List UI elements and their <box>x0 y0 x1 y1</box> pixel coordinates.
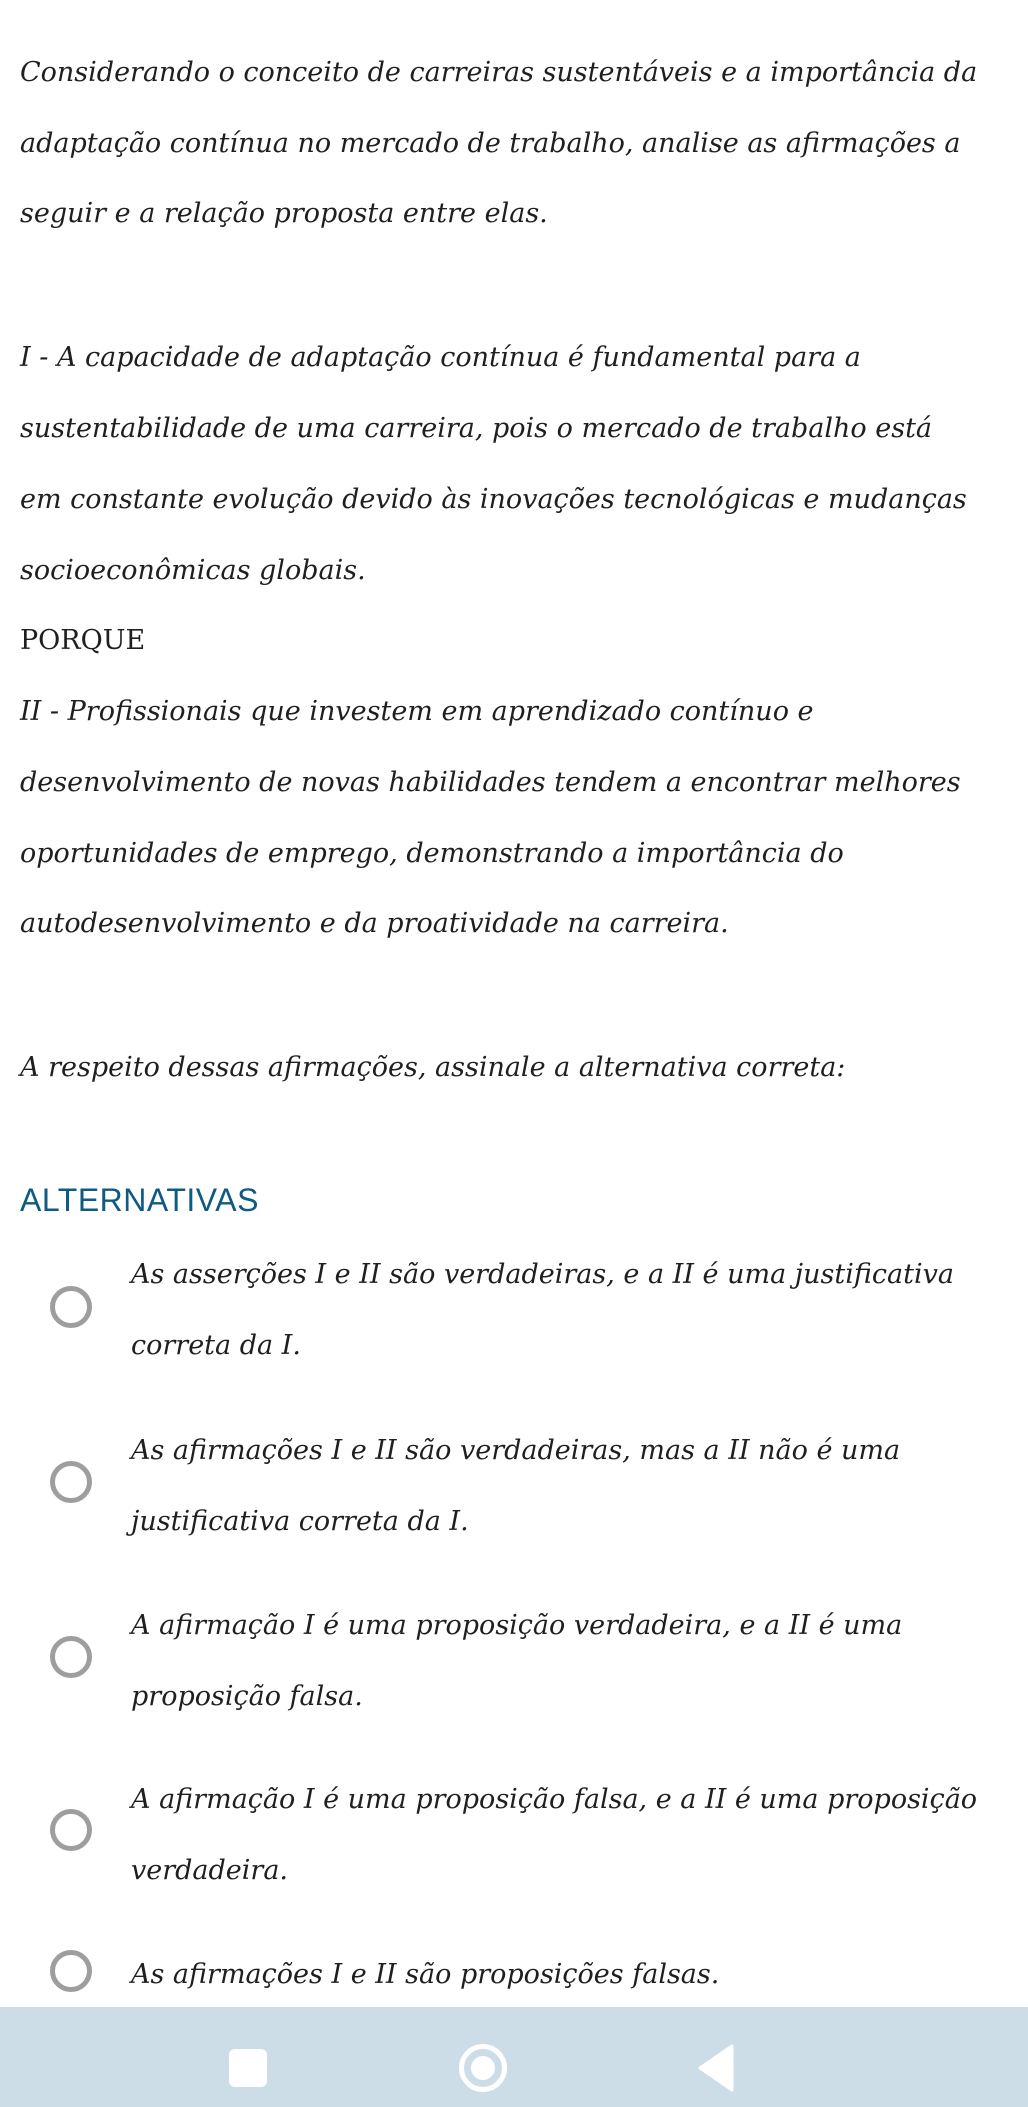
option-text-line: As asserções I e II são verdadeiras, e a II é uma justificativa <box>131 1259 954 1290</box>
assertion-2-line: autodesenvolvimento e da proatividade na carreira. <box>20 908 729 939</box>
assertion-1-line: em constante evolução devido às inovações tecnológicas e mudanças <box>20 484 967 515</box>
assertion-1-line: sustentabilidade de uma carreira, pois o mercado de trabalho está <box>20 413 933 444</box>
assertion-2-line: II - Profissionais que investem em aprendizado contínuo e <box>20 696 814 727</box>
question-intro-line: Considerando o conceito de carreiras sustentáveis e a importância da <box>20 57 978 88</box>
radio-button-icon[interactable] <box>50 1950 92 1992</box>
option-text-line: As afirmações I e II são proposições falsas. <box>131 1959 720 1990</box>
option-text-line: A afirmação I é uma proposição falsa, e a II é uma proposição <box>131 1784 978 1815</box>
radio-button-icon[interactable] <box>50 1461 92 1503</box>
recents-square-icon[interactable] <box>229 2049 267 2087</box>
assertion-2-line: oportunidades de emprego, demonstrando a importância do <box>20 838 844 869</box>
alternative-option-d[interactable] <box>0 1780 1028 1910</box>
alternatives-header: ALTERNATIVAS <box>20 1182 259 1218</box>
alternative-option-c[interactable] <box>0 1606 1028 1736</box>
back-triangle-icon[interactable] <box>696 2044 736 2092</box>
home-circle-inner-icon <box>471 2056 495 2080</box>
option-text-line: As afirmações I e II são verdadeiras, mas a II não é uma <box>131 1435 901 1466</box>
radio-button-icon[interactable] <box>50 1636 92 1678</box>
option-text-line: verdadeira. <box>131 1855 289 1886</box>
assertion-2-line: desenvolvimento de novas habilidades tendem a encontrar melhores <box>20 767 961 798</box>
option-text-line: correta da I. <box>131 1330 301 1361</box>
option-text-line: A afirmação I é uma proposição verdadeira, e a II é uma <box>131 1610 903 1641</box>
assertion-1-line: socioeconômicas globais. <box>20 555 366 586</box>
question-intro-line: seguir e a relação proposta entre elas. <box>20 198 548 229</box>
question-intro-line: adaptação contínua no mercado de trabalho, analise as afirmações a <box>20 128 961 159</box>
assertion-1-line: I - A capacidade de adaptação contínua é fundamental para a <box>20 342 861 373</box>
question-prompt: A respeito dessas afirmações, assinale a alternativa correta: <box>20 1052 846 1083</box>
alternative-option-b[interactable] <box>0 1431 1028 1561</box>
connector-porque: PORQUE <box>20 625 146 656</box>
option-text-line: proposição falsa. <box>131 1681 363 1712</box>
system-navigation-bar <box>0 2007 1028 2107</box>
alternative-option-e[interactable] <box>0 1950 1028 2006</box>
radio-button-icon[interactable] <box>50 1286 92 1328</box>
alternative-option-a[interactable] <box>0 1255 1028 1385</box>
option-text-line: justificativa correta da I. <box>131 1506 469 1537</box>
radio-button-icon[interactable] <box>50 1809 92 1851</box>
